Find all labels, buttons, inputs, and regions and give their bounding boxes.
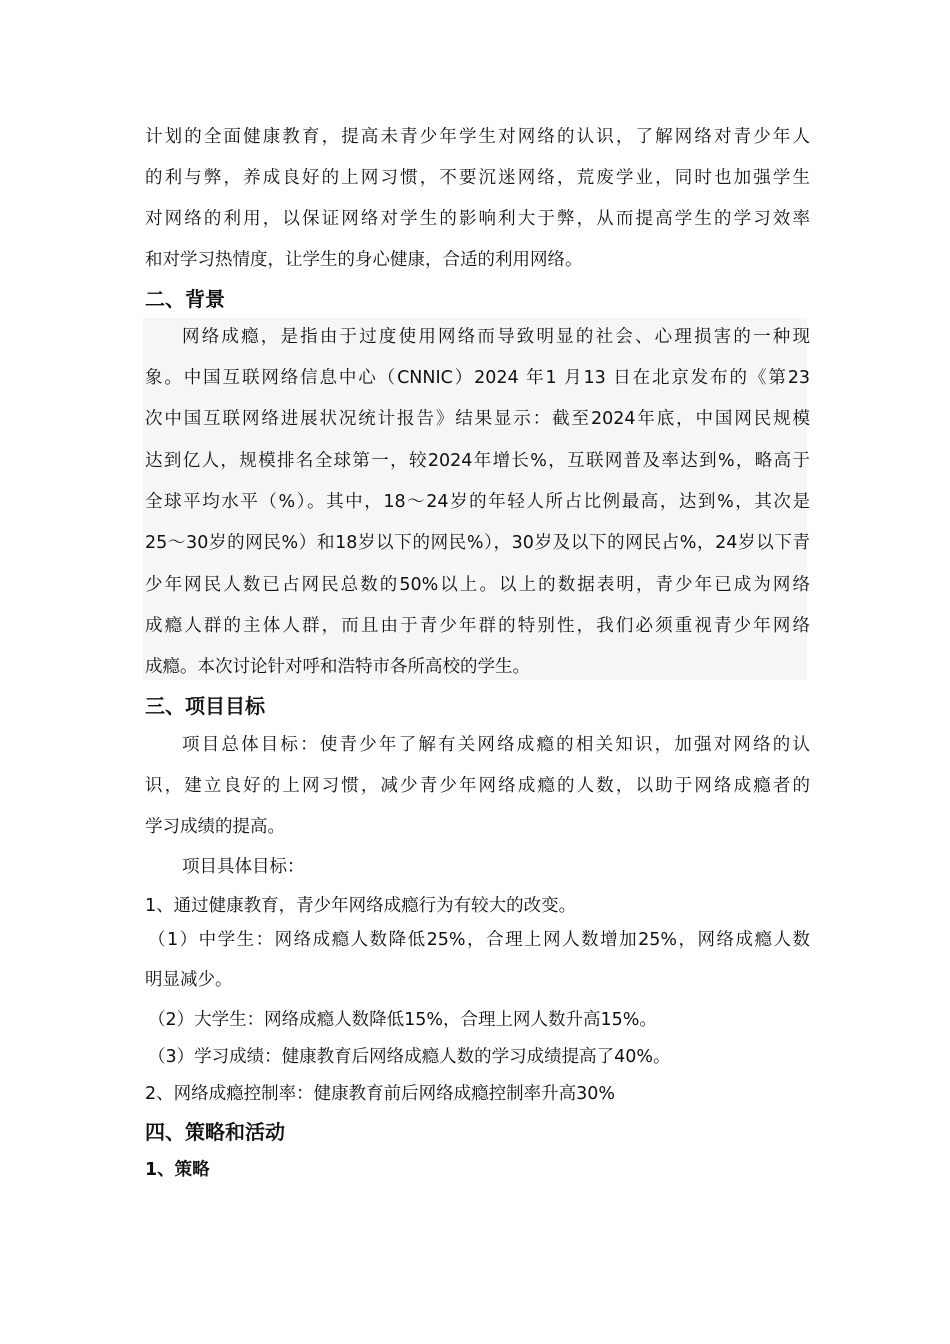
background-line-3: 次中国互联网络进展状况统计报告》结果显示：截至2024年底，中国网民规模 <box>145 409 810 429</box>
section-heading-background: 二、背景 <box>145 287 225 311</box>
goals-sub-1-line-1: （1）中学生：网络成瘾人数降低25%，合理上网人数增加25%，网络成瘾人数 <box>148 930 810 950</box>
intro-line-1: 计划的全面健康教育，提高未青少年学生对网络的认识，了解网络对青少年人 <box>145 127 810 147</box>
subsection-heading-strategy: 1、策略 <box>145 1160 210 1180</box>
goals-overall-line-2: 识，建立良好的上网习惯，减少青少年网络成瘾的人数，以助于网络成瘾者的 <box>145 776 810 796</box>
background-line-7: 少年网民人数已占网民总数的50%以上。以上的数据表明，青少年已成为网络 <box>145 575 810 595</box>
goals-item-1: 1、通过健康教育，青少年网络成瘾行为有较大的改变。 <box>145 896 577 916</box>
intro-line-3: 对网络的利用，以保证网络对学生的影响利大于弊，从而提高学生的学习效率 <box>145 209 810 229</box>
goals-specific-label: 项目具体目标： <box>182 857 305 877</box>
section-heading-strategy: 四、策略和活动 <box>145 1120 285 1144</box>
goals-sub-3: （3）学习成绩：健康教育后网络成瘾人数的学习成绩提高了40%。 <box>148 1047 671 1067</box>
background-line-8: 成瘾人群的主体人群，而且由于青少年群的特别性，我们必须重视青少年网络 <box>145 616 810 636</box>
goals-overall-line-3: 学习成绩的提高。 <box>145 817 285 837</box>
background-line-6: 25～30岁的网民%）和18岁以下的网民%），30岁及以下的网民占%，24岁以下青 <box>145 533 810 553</box>
goals-sub-1-line-2: 明显减少。 <box>145 970 233 990</box>
background-line-1: 网络成瘾，是指由于过度使用网络而导致明显的社会、心理损害的一种现 <box>182 327 810 347</box>
intro-line-4: 和对学习热情度，让学生的身心健康，合适的利用网络。 <box>145 250 583 270</box>
background-line-9: 成瘾。本次讨论针对呼和浩特市各所高校的学生。 <box>145 657 530 677</box>
goals-item-2: 2、网络成瘾控制率：健康教育前后网络成瘾控制率升高30% <box>145 1084 616 1104</box>
section-heading-goals: 三、项目目标 <box>145 694 265 718</box>
intro-line-2: 的利与弊，养成良好的上网习惯，不要沉迷网络，荒废学业，同时也加强学生 <box>145 168 810 188</box>
background-line-2: 象。中国互联网络信息中心（CNNIC）2024 年1 月13 日在北京发布的《第23 <box>145 368 810 388</box>
background-line-4: 达到亿人，规模排名全球第一，较2024年增长%，互联网普及率达到%，略高于 <box>145 451 810 471</box>
background-line-5: 全球平均水平（%）。其中，18～24岁的年轻人所占比例最高，达到%，其次是 <box>145 492 810 512</box>
goals-sub-2: （2）大学生：网络成瘾人数降低15%，合理上网人数升高15%。 <box>148 1010 657 1030</box>
goals-overall-line-1: 项目总体目标：使青少年了解有关网络成瘾的相关知识，加强对网络的认 <box>182 735 810 755</box>
